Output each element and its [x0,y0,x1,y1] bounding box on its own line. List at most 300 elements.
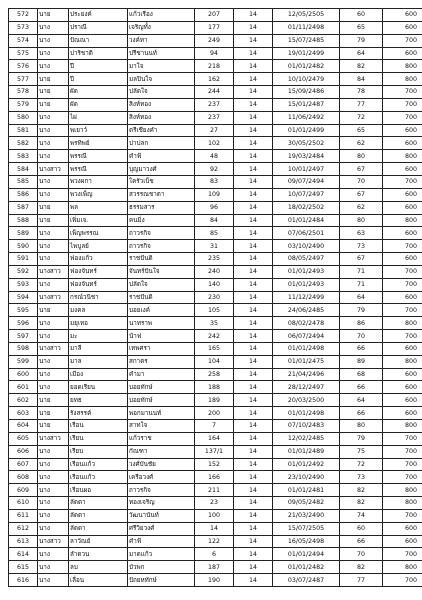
birth-date-cell: 30/05/2502 [273,137,340,150]
title-cell: นาง [38,381,69,394]
last-name-cell: ปรีชานนท์ [128,47,195,60]
birth-date-cell: 01/01/2498 [273,342,340,355]
title-cell: นางสาว [38,265,69,278]
age-cell: 78 [340,86,383,99]
village-number-cell: 14 [234,60,273,73]
house-number-cell: 152 [195,458,234,471]
house-number-cell: 190 [195,574,234,587]
row-number: 605 [9,432,38,445]
last-name-cell: จันทร์ปันใจ [128,265,195,278]
table-row [9,175,422,188]
village-number-cell: 14 [234,420,273,433]
village-number-cell: 14 [234,497,273,510]
birth-date-cell: 16/05/2498 [273,535,340,548]
table-row [9,137,422,150]
house-number-cell: 258 [195,368,234,381]
amount-cell: 800 [383,420,422,433]
house-number-cell: 230 [195,291,234,304]
table-row [9,86,422,99]
row-number: 595 [9,304,38,317]
birth-date-cell: 10/10/2479 [273,73,340,86]
table-row [9,124,422,137]
first-name-cell: ปัณณา [69,34,128,47]
last-name-cell: คนมิ่ง [128,214,195,227]
row-number: 572 [9,9,38,22]
age-cell: 62 [340,201,383,214]
title-cell: นาย [38,394,69,407]
table-row [9,9,422,22]
title-cell: นาง [38,278,69,291]
amount-cell: 700 [383,330,422,343]
last-name-cell: สวรรณชาตา [128,188,195,201]
last-name-cell: ถาวรกิจ [128,227,195,240]
birth-date-cell: 18/02/2502 [273,201,340,214]
amount-cell: 600 [383,137,422,150]
birth-date-cell: 21/04/2496 [273,368,340,381]
amount-cell: 800 [383,484,422,497]
village-number-cell: 14 [234,73,273,86]
document-page [8,8,418,587]
age-cell: 64 [340,291,383,304]
table-row [9,317,422,330]
amount-cell: 600 [383,394,422,407]
amount-cell: 600 [383,522,422,535]
house-number-cell: 48 [195,150,234,163]
last-name-cell: บอยทักษ์ [128,394,195,407]
birth-date-cell: 10/01/2497 [273,163,340,176]
title-cell: นาง [38,330,69,343]
age-cell: 67 [340,188,383,201]
row-number: 598 [9,342,38,355]
birth-date-cell: 01/01/2498 [273,407,340,420]
first-name-cell: ไพบูลย์ [69,240,128,253]
birth-date-cell: 07/10/2483 [273,420,340,433]
last-name-cell: ปลัดใจ [128,278,195,291]
amount-cell: 600 [383,381,422,394]
first-name-cell: เรียบ [69,445,128,458]
village-number-cell: 14 [234,471,273,484]
village-number-cell: 14 [234,150,273,163]
birth-date-cell: 01/01/2482 [273,561,340,574]
last-name-cell: ราชปันดิ [128,253,195,266]
house-number-cell: 109 [195,188,234,201]
birth-date-cell: 08/05/2497 [273,253,340,266]
title-cell: นาง [38,317,69,330]
amount-cell: 700 [383,548,422,561]
title-cell: นาง [38,175,69,188]
last-name-cell: ตรีเชียงคำ [128,124,195,137]
village-number-cell: 14 [234,394,273,407]
last-name-cell: มาดแก้ว [128,548,195,561]
table-row [9,407,422,420]
table-row [9,342,422,355]
birth-date-cell: 03/07/2487 [273,574,340,587]
house-number-cell: 31 [195,240,234,253]
row-number: 592 [9,265,38,278]
birth-date-cell: 09/05/2482 [273,497,340,510]
title-cell: นาง [38,240,69,253]
title-cell: นาย [38,214,69,227]
age-cell: 68 [340,368,383,381]
table-row [9,304,422,317]
amount-cell: 800 [383,497,422,510]
house-number-cell: 187 [195,561,234,574]
village-number-cell: 14 [234,355,273,368]
house-number-cell: 23 [195,497,234,510]
birth-date-cell: 12/05/2505 [273,9,340,22]
row-number: 574 [9,34,38,47]
amount-cell: 600 [383,201,422,214]
table-row [9,355,422,368]
table-row [9,561,422,574]
age-cell: 72 [340,458,383,471]
last-name-cell: พอกมานนท์ [128,407,195,420]
last-name-cell: เทพศรา [128,342,195,355]
age-cell: 73 [340,240,383,253]
table-row [9,47,422,60]
title-cell: นาง [38,509,69,522]
age-cell: 79 [340,304,383,317]
age-cell: 66 [340,407,383,420]
row-number: 573 [9,21,38,34]
table-row [9,548,422,561]
table-body [9,9,422,587]
amount-cell: 700 [383,509,422,522]
amount-cell: 700 [383,111,422,124]
title-cell: นาง [38,368,69,381]
row-number: 586 [9,188,38,201]
village-number-cell: 14 [234,330,273,343]
village-number-cell: 14 [234,381,273,394]
village-number-cell: 14 [234,304,273,317]
village-number-cell: 14 [234,253,273,266]
village-number-cell: 14 [234,342,273,355]
title-cell: นาง [38,34,69,47]
last-name-cell: แก้วเรือง [128,9,195,22]
amount-cell: 700 [383,175,422,188]
birth-date-cell: 15/07/2505 [273,522,340,535]
table-row [9,201,422,214]
village-number-cell: 14 [234,214,273,227]
table-row [9,420,422,433]
elderly-allowance-table [8,8,422,587]
house-number-cell: 84 [195,214,234,227]
house-number-cell: 162 [195,73,234,86]
last-name-cell: สกาตร [128,355,195,368]
first-name-cell: ไผ่ [69,111,128,124]
first-name-cell: เรียน [69,432,128,445]
birth-date-cell: 12/02/2485 [273,432,340,445]
row-number: 589 [9,227,38,240]
age-cell: 82 [340,497,383,510]
house-number-cell: 140 [195,278,234,291]
amount-cell: 700 [383,86,422,99]
house-number-cell: 137/1 [195,445,234,458]
house-number-cell: 83 [195,175,234,188]
table-row [9,330,422,343]
age-cell: 65 [340,21,383,34]
amount-cell: 700 [383,304,422,317]
age-cell: 73 [340,471,383,484]
age-cell: 70 [340,548,383,561]
title-cell: นาย [38,420,69,433]
row-number: 609 [9,484,38,497]
row-number: 591 [9,253,38,266]
row-number: 612 [9,522,38,535]
last-name-cell: บอยทักษ์ [128,381,195,394]
last-name-cell: น้าฟ [128,330,195,343]
amount-cell: 700 [383,34,422,47]
table-row [9,509,422,522]
amount-cell: 700 [383,240,422,253]
row-number: 607 [9,458,38,471]
birth-date-cell: 20/03/2500 [273,394,340,407]
amount-cell: 700 [383,471,422,484]
table-row [9,111,422,124]
title-cell: นาย [38,9,69,22]
last-name-cell: วงค์ทา [128,34,195,47]
village-number-cell: 14 [234,240,273,253]
table-row [9,240,422,253]
house-number-cell: 92 [195,163,234,176]
age-cell: 80 [340,214,383,227]
village-number-cell: 14 [234,407,273,420]
last-name-cell: สาทใจ [128,420,195,433]
birth-date-cell: 01/11/2498 [273,21,340,34]
house-number-cell: 237 [195,111,234,124]
first-name-cell: พรรณี [69,150,128,163]
last-name-cell: บอยเงค์ [128,304,195,317]
birth-date-cell: 19/01/2499 [273,47,340,60]
age-cell: 79 [340,34,383,47]
house-number-cell: 105 [195,304,234,317]
row-number: 593 [9,278,38,291]
last-name-cell: ปัถยหทักษ์ [128,574,195,587]
last-name-cell: บุญมาวงศ์ [128,163,195,176]
amount-cell: 800 [383,355,422,368]
birth-date-cell: 01/01/2493 [273,265,340,278]
row-number: 587 [9,201,38,214]
title-cell: นาง [38,150,69,163]
village-number-cell: 14 [234,561,273,574]
village-number-cell: 14 [234,21,273,34]
last-name-cell: คำฟ้ [128,150,195,163]
title-cell: นาง [38,497,69,510]
title-cell: นาย [38,86,69,99]
age-cell: 67 [340,253,383,266]
village-number-cell: 14 [234,522,273,535]
amount-cell: 600 [383,124,422,137]
house-number-cell: 122 [195,535,234,548]
house-number-cell: 100 [195,509,234,522]
age-cell: 84 [340,73,383,86]
birth-date-cell: 23/10/2490 [273,471,340,484]
table-row [9,381,422,394]
last-name-cell: เครือวงศ์ [128,471,195,484]
row-number: 580 [9,111,38,124]
age-cell: 66 [340,535,383,548]
table-row [9,291,422,304]
birth-date-cell: 21/03/2490 [273,509,340,522]
age-cell: 82 [340,484,383,497]
first-name-cell: เลื่อน [69,574,128,587]
row-number: 596 [9,317,38,330]
amount-cell: 800 [383,60,422,73]
first-name-cell: มงคล [69,304,128,317]
age-cell: 80 [340,150,383,163]
table-row [9,214,422,227]
row-number: 604 [9,420,38,433]
amount-cell: 600 [383,188,422,201]
last-name-cell: คำฟ้ [128,535,195,548]
first-name-cell: ประยงค์ [69,9,128,22]
first-name-cell: เรือน [69,420,128,433]
row-number: 597 [9,330,38,343]
row-number: 575 [9,47,38,60]
last-name-cell: สิงห์ทอง [128,98,195,111]
amount-cell: 800 [383,150,422,163]
village-number-cell: 14 [234,98,273,111]
age-cell: 82 [340,561,383,574]
amount-cell: 600 [383,291,422,304]
row-number: 610 [9,497,38,510]
birth-date-cell: 01/01/2489 [273,445,340,458]
row-number: 615 [9,561,38,574]
village-number-cell: 14 [234,201,273,214]
title-cell: นาง [38,60,69,73]
table-row [9,368,422,381]
last-name-cell: ทองเจริญ [128,497,195,510]
house-number-cell: 218 [195,60,234,73]
title-cell: นาง [38,111,69,124]
last-name-cell: เจริญทั้ง [128,21,195,34]
last-name-cell: สิงห์ทอง [128,111,195,124]
title-cell: นาง [38,124,69,137]
row-number: 606 [9,445,38,458]
title-cell: นาย [38,201,69,214]
row-number: 599 [9,355,38,368]
first-name-cell: พวงผกา [69,175,128,188]
age-cell: 66 [340,342,383,355]
first-name-cell: ผัด [69,86,128,99]
last-name-cell: วงศ์บันชัย [128,458,195,471]
birth-date-cell: 15/07/2485 [273,34,340,47]
amount-cell: 600 [383,535,422,548]
title-cell: นางสาว [38,432,69,445]
village-number-cell: 14 [234,317,273,330]
amount-cell: 700 [383,278,422,291]
table-row [9,150,422,163]
age-cell: 72 [340,111,383,124]
house-number-cell: 7 [195,420,234,433]
row-number: 613 [9,535,38,548]
house-number-cell: 166 [195,471,234,484]
title-cell: นาง [38,522,69,535]
amount-cell: 800 [383,317,422,330]
row-number: 581 [9,124,38,137]
table-row [9,227,422,240]
amount-cell: 800 [383,214,422,227]
birth-date-cell: 10/07/2497 [273,188,340,201]
amount-cell: 600 [383,407,422,420]
last-name-cell: คำมา [128,368,195,381]
first-name-cell: ฟองจันทร์ [69,278,128,291]
first-name-cell: มยุเทอ [69,317,128,330]
last-name-cell: แก้วราช [128,432,195,445]
first-name-cell: ลัดดา [69,497,128,510]
first-name-cell: ลัดดา [69,522,128,535]
age-cell: 60 [340,9,383,22]
table-row [9,471,422,484]
village-number-cell: 14 [234,445,273,458]
title-cell: นาง [38,471,69,484]
first-name-cell: เรือนแก้ว [69,458,128,471]
last-name-cell: ราชปันดิ [128,291,195,304]
age-cell: 86 [340,317,383,330]
first-name-cell: ฟองจันทร์ [69,265,128,278]
table-row [9,574,422,587]
village-number-cell: 14 [234,458,273,471]
row-number: 576 [9,60,38,73]
title-cell: นาย [38,304,69,317]
amount-cell: 800 [383,73,422,86]
age-cell: 77 [340,98,383,111]
title-cell: นาง [38,188,69,201]
row-number: 594 [9,291,38,304]
first-name-cell: ลบ [69,561,128,574]
house-number-cell: 85 [195,227,234,240]
row-number: 585 [9,175,38,188]
last-name-cell: กัณฑา [128,445,195,458]
table-row [9,484,422,497]
row-number: 579 [9,98,38,111]
birth-date-cell: 15/09/2486 [273,86,340,99]
row-number: 608 [9,471,38,484]
first-name-cell: ลำดวน [69,548,128,561]
last-name-cell: มาใจ [128,60,195,73]
age-cell: 79 [340,432,383,445]
house-number-cell: 27 [195,124,234,137]
age-cell: 77 [340,574,383,587]
table-row [9,188,422,201]
village-number-cell: 14 [234,509,273,522]
table-row [9,458,422,471]
row-number: 584 [9,163,38,176]
first-name-cell: เพิ่มเจ. [69,214,128,227]
first-name-cell: มาลี [69,342,128,355]
village-number-cell: 14 [234,86,273,99]
birth-date-cell: 15/01/2487 [273,98,340,111]
village-number-cell: 14 [234,432,273,445]
table-row [9,73,422,86]
house-number-cell: 35 [195,317,234,330]
birth-date-cell: 24/06/2485 [273,304,340,317]
birth-date-cell: 19/03/2484 [273,150,340,163]
amount-cell: 700 [383,98,422,111]
age-cell: 67 [340,163,383,176]
amount-cell: 600 [383,253,422,266]
first-name-cell: ปี [69,73,128,86]
title-cell: นางสาว [38,342,69,355]
last-name-cell: ใครัวเบ็ช [128,175,195,188]
row-number: 590 [9,240,38,253]
house-number-cell: 211 [195,484,234,497]
village-number-cell: 14 [234,47,273,60]
table-row [9,535,422,548]
birth-date-cell: 01/01/2494 [273,548,340,561]
birth-date-cell: 11/06/2492 [273,111,340,124]
row-number: 583 [9,150,38,163]
